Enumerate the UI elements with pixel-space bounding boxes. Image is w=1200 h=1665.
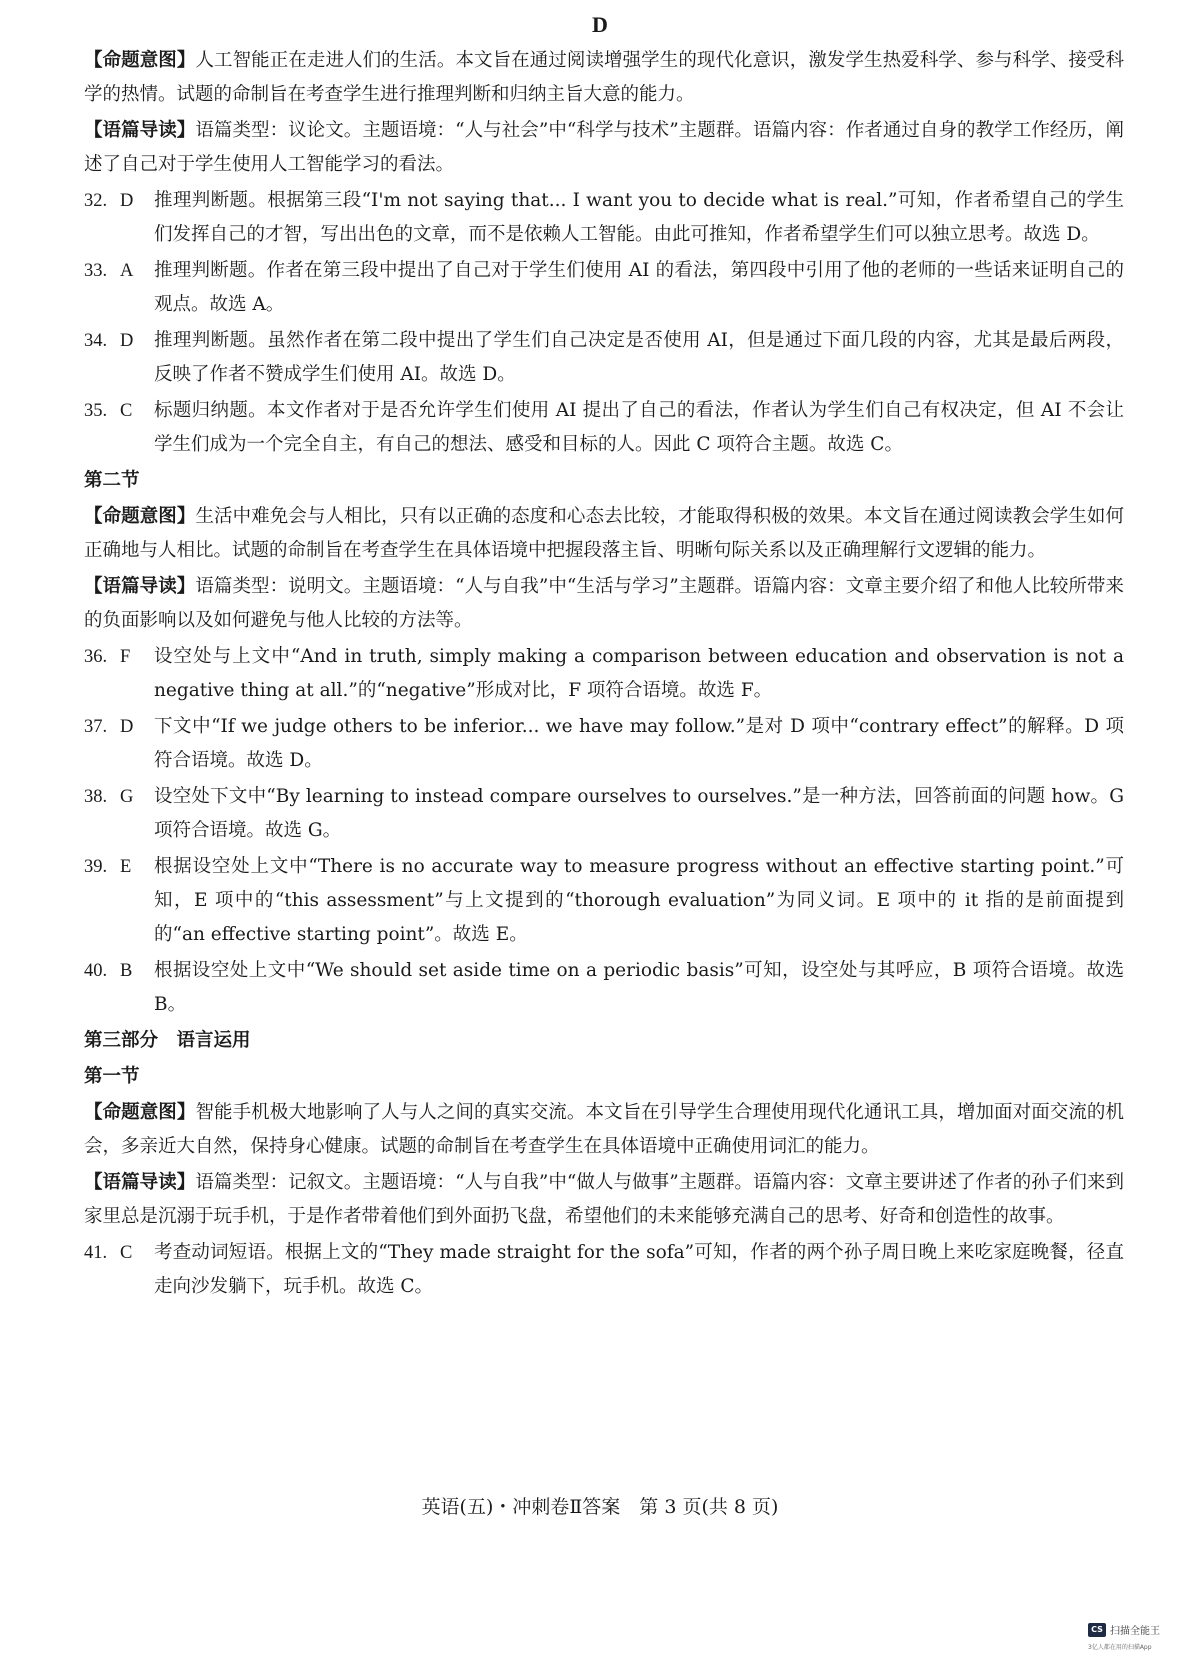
scanner-subtitle: 3亿人都在用的扫描App bbox=[1088, 1644, 1152, 1651]
paragraph-tag: 【语篇导读】 bbox=[84, 576, 196, 597]
question-number: 32. bbox=[84, 191, 108, 211]
answer-letter: E bbox=[120, 857, 132, 877]
question-number: 40. bbox=[84, 961, 108, 981]
answer-item bbox=[84, 954, 1124, 1022]
section-subheading: 第二节 bbox=[84, 470, 140, 491]
question-number: 36. bbox=[84, 647, 108, 667]
question-number: 39. bbox=[84, 857, 108, 877]
answer-letter: D bbox=[120, 331, 134, 351]
question-number: 34. bbox=[84, 331, 108, 351]
answer-explanation: 根据设空处上文中“There is no accurate way to measure progress without an effective starting point.”可知，E 项中的“this assessment”与上文提到的“thorough evaluation”为同义词。E 项中的 it 指的是前面提到的“an effective starting point”。故选 E。 bbox=[154, 856, 1124, 945]
answer-item bbox=[84, 394, 1124, 462]
answer-item bbox=[84, 850, 1124, 952]
question-number: 41. bbox=[84, 1243, 108, 1263]
paragraph-text: 语篇类型：议论文。主题语境：“人与社会”中“科学与技术”主题群。语篇内容：作者通过自身的教学工作经历，阐述了自己对于学生使用人工智能学习的看法。 bbox=[84, 120, 1124, 175]
answer-letter: D bbox=[120, 191, 134, 211]
answer-explanation: 根据设空处上文中“We should set aside time on a periodic basis”可知，设空处与其呼应，B 项符合语境。故选 B。 bbox=[154, 960, 1124, 1015]
answer-item bbox=[84, 1236, 1124, 1304]
paragraph-text: 语篇类型：说明文。主题语境：“人与自我”中“生活与学习”主题群。语篇内容：文章主要介绍了和他人比较所带来的负面影响以及如何避免与他人比较的方法等。 bbox=[84, 576, 1124, 631]
paragraph-tag: 【语篇导读】 bbox=[84, 1172, 196, 1193]
answer-letter: C bbox=[120, 1243, 133, 1263]
page-footer: 英语(五)・冲刺卷Ⅱ答案 第 3 页(共 8 页) bbox=[421, 1496, 779, 1518]
answer-explanation: 推理判断题。虽然作者在第二段中提出了学生们自己决定是否使用 AI，但是通过下面几段的内容，尤其是最后两段，反映了作者不赞成学生们使用 AI。故选 D。 bbox=[154, 330, 1124, 385]
answer-explanation: 考查动词短语。根据上文的“They made straight for the sofa”可知，作者的两个孙子周日晚上来吃家庭晚餐，径直走向沙发躺下，玩手机。故选 C。 bbox=[154, 1242, 1124, 1297]
paragraph bbox=[84, 500, 1124, 568]
paragraph-text: 人工智能正在走进人们的生活。本文旨在通过阅读增强学生的现代化意识，激发学生热爱科学、参与科学、接受科学的热情。试题的命制旨在考查学生进行推理判断和归纳主旨大意的能力。 bbox=[84, 50, 1124, 105]
camscanner-logo-icon: CS bbox=[1088, 1623, 1106, 1637]
answer-item bbox=[84, 640, 1124, 708]
section-heading: D bbox=[592, 12, 608, 37]
answer-explanation: 推理判断题。作者在第三段中提出了自己对于学生们使用 AI 的看法，第四段中引用了他的老师的一些话来证明自己的观点。故选 A。 bbox=[154, 260, 1124, 315]
answer-letter: A bbox=[120, 261, 134, 281]
answer-explanation: 设空处与上文中“And in truth, simply making a comparison between education and observation is not a negative thing at all.”的“negative”形成对比，F 项符合语境。故选 F。 bbox=[154, 646, 1124, 701]
paragraph bbox=[84, 44, 1124, 112]
paragraph-text: 语篇类型：记叙文。主题语境：“人与自我”中“做人与做事”主题群。语篇内容：文章主要讲述了作者的孙子们来到家里总是沉溺于玩手机，于是作者带着他们到外面扔飞盘，希望他们的未来能够充满自己的思考、好奇和创造性的故事。 bbox=[84, 1172, 1124, 1227]
paragraph-tag: 【语篇导读】 bbox=[84, 120, 196, 141]
answer-letter: D bbox=[120, 717, 134, 737]
paragraph-tag: 【命题意图】 bbox=[84, 506, 196, 527]
section-subheading: 第三部分 语言运用 bbox=[84, 1030, 251, 1051]
answer-letter: C bbox=[120, 401, 133, 421]
answer-letter: B bbox=[120, 961, 133, 981]
answer-explanation: 推理判断题。根据第三段“I'm not saying that... I want you to decide what is real.”可知，作者希望自己的学生们发挥自己的才智，写出出色的文章，而不是依赖人工智能。由此可推知，作者希望学生们可以独立思考。故选 D。 bbox=[154, 190, 1124, 245]
paragraph-text: 生活中难免会与人相比，只有以正确的态度和心态去比较，才能取得积极的效果。本文旨在通过阅读教会学生如何正确地与人相比。试题的命制旨在考查学生在具体语境中把握段落主旨、明晰句际关系以及正确理解行文逻辑的能力。 bbox=[84, 506, 1124, 561]
paragraph-text: 智能手机极大地影响了人与人之间的真实交流。本文旨在引导学生合理使用现代化通讯工具，增加面对面交流的机会，多亲近大自然，保持身心健康。试题的命制旨在考查学生在具体语境中正确使用词汇的能力。 bbox=[84, 1102, 1124, 1157]
paragraph bbox=[84, 570, 1124, 638]
answer-item bbox=[84, 710, 1124, 778]
paragraph bbox=[84, 114, 1124, 182]
answer-explanation: 设空处下文中“By learning to instead compare ourselves to ourselves.”是一种方法，回答前面的问题 how。G 项符合语境。故选 G。 bbox=[154, 786, 1124, 841]
answer-explanation: 下文中“If we judge others to be inferior... we have may follow.”是对 D 项中“contrary effect”的解释。D 项符合语境。故选 D。 bbox=[154, 716, 1124, 771]
question-number: 37. bbox=[84, 717, 108, 737]
page-content bbox=[84, 44, 1124, 1306]
question-number: 33. bbox=[84, 261, 108, 281]
paragraph bbox=[84, 1096, 1124, 1164]
scanner-watermark bbox=[1088, 1622, 1160, 1637]
answer-item bbox=[84, 254, 1124, 322]
paragraph-tag: 【命题意图】 bbox=[84, 50, 196, 71]
paragraph bbox=[84, 1166, 1124, 1234]
section-subheading: 第一节 bbox=[84, 1066, 140, 1087]
answer-item bbox=[84, 780, 1124, 848]
answer-letter: F bbox=[120, 647, 131, 667]
question-number: 35. bbox=[84, 401, 108, 421]
answer-letter: G bbox=[120, 787, 134, 807]
scanner-label: 扫描全能王 bbox=[1110, 1626, 1160, 1637]
answer-explanation: 标题归纳题。本文作者对于是否允许学生们使用 AI 提出了自己的看法，作者认为学生们自己有权决定，但 AI 不会让学生们成为一个完全自主，有自己的想法、感受和目标的人。因此 C 项符合主题。故选 C。 bbox=[154, 400, 1124, 455]
question-number: 38. bbox=[84, 787, 108, 807]
answer-item bbox=[84, 184, 1124, 252]
answer-item bbox=[84, 324, 1124, 392]
paragraph-tag: 【命题意图】 bbox=[84, 1102, 196, 1123]
